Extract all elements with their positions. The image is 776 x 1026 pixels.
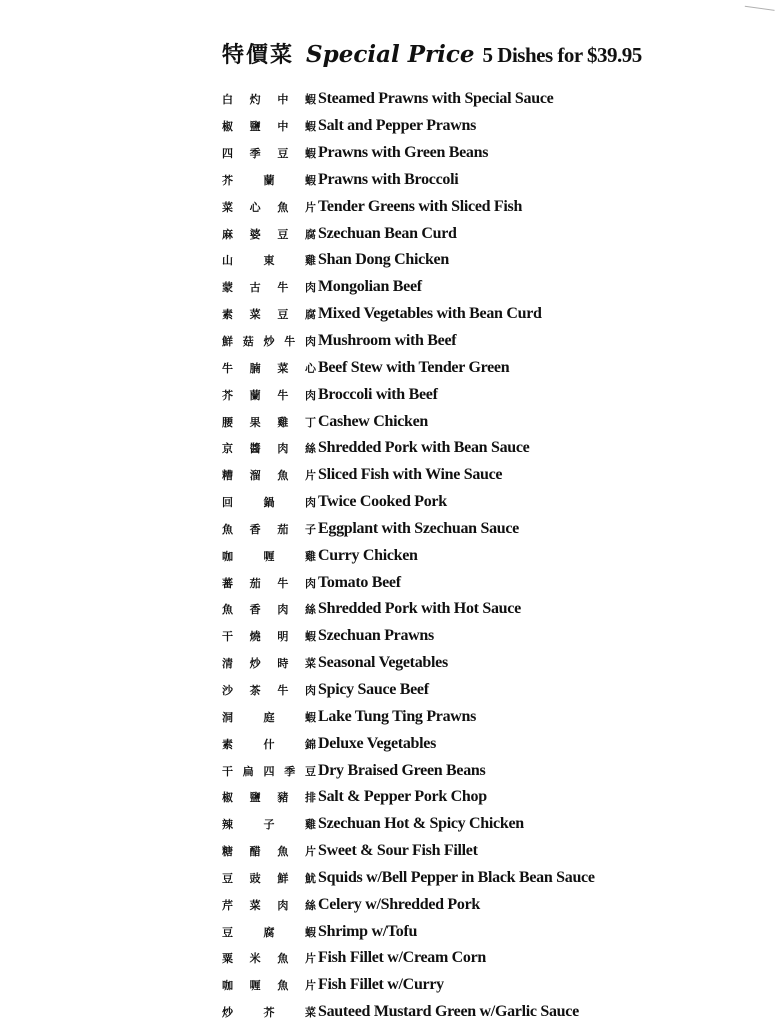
dish-chinese-name: 椒 鹽 中 蝦 — [222, 120, 316, 134]
dish-chinese-name: 魚 香 茄 子 — [222, 522, 316, 536]
menu-item — [222, 811, 742, 838]
dish-chinese-name: 豆 豉 鮮 魷 — [222, 871, 316, 885]
dish-chinese-name: 豆 腐 蝦 — [222, 925, 316, 939]
dish-english-name: Salt & Pepper Pork Chop — [318, 788, 487, 806]
dish-chinese-name: 椒 鹽 豬 排 — [222, 791, 316, 805]
menu-item — [222, 945, 742, 972]
dish-english-name: Beef Stew with Tender Green — [318, 358, 510, 376]
dish-chinese-name: 糟 溜 魚 片 — [222, 469, 316, 483]
dish-chinese-name: 粟 米 魚 片 — [222, 952, 316, 966]
dish-chinese-name: 素 菜 豆 腐 — [222, 308, 316, 322]
dish-english-name: Sweet & Sour Fish Fillet — [318, 842, 478, 860]
menu-item — [222, 596, 742, 623]
menu-item — [222, 167, 742, 194]
menu-item — [222, 381, 742, 408]
dish-english-name: Mushroom with Beef — [318, 332, 457, 350]
menu-item — [222, 730, 742, 757]
menu-item — [222, 542, 742, 569]
dish-chinese-name: 京 醬 肉 絲 — [222, 442, 316, 456]
menu-item — [222, 354, 742, 381]
dish-english-name: Seasonal Vegetables — [318, 654, 448, 672]
dish-english-name: Prawns with Broccoli — [318, 170, 459, 188]
dish-chinese-name: 沙 茶 牛 肉 — [222, 683, 316, 697]
menu-item — [222, 113, 742, 140]
dish-chinese-name: 炒 芥 菜 — [222, 1006, 316, 1020]
dish-english-name: Spicy Sauce Beef — [318, 680, 429, 698]
dish-chinese-name: 山 東 雞 — [222, 254, 316, 268]
menu-item — [222, 462, 742, 489]
dish-chinese-name: 回 鍋 肉 — [222, 496, 316, 510]
dish-english-name: Fish Fillet w/Curry — [318, 976, 444, 994]
dish-english-name: Shredded Pork with Hot Sauce — [318, 600, 521, 618]
dish-chinese-name: 四 季 豆 蝦 — [222, 147, 316, 161]
dish-english-name: Eggplant with Szechuan Sauce — [318, 519, 519, 537]
special-price-label: Special Price — [306, 41, 475, 68]
dish-chinese-name: 麻 婆 豆 腐 — [222, 227, 316, 241]
dish-chinese-name: 白 灼 中 蝦 — [222, 93, 316, 107]
dish-english-name: Deluxe Vegetables — [318, 734, 437, 752]
menu-item — [222, 247, 742, 274]
menu-item — [222, 408, 742, 435]
menu-item — [222, 220, 742, 247]
dish-english-name: Prawns with Green Beans — [318, 144, 489, 162]
dish-list — [222, 86, 742, 1026]
dish-english-name: Celery w/Shredded Pork — [318, 895, 480, 913]
menu-item — [222, 918, 742, 945]
menu-item — [222, 274, 742, 301]
dish-english-name: Squids w/Bell Pepper in Black Bean Sauce — [318, 868, 595, 886]
dish-chinese-name: 鮮 菇 炒 牛 肉 — [222, 335, 316, 349]
dish-english-name: Szechuan Bean Curd — [318, 224, 457, 242]
dish-english-name: Mixed Vegetables with Bean Curd — [318, 305, 542, 323]
dish-chinese-name: 蒙 古 牛 肉 — [222, 281, 316, 295]
menu-item — [222, 972, 742, 999]
dish-chinese-name: 咖 喱 雞 — [222, 549, 316, 563]
menu-item — [222, 650, 742, 677]
menu-item — [222, 516, 742, 543]
dish-chinese-name: 洞 庭 蝦 — [222, 710, 316, 724]
dish-english-name: Dry Braised Green Beans — [318, 761, 486, 779]
dish-english-name: Steamed Prawns with Special Sauce — [318, 90, 554, 108]
dish-chinese-name: 牛 腩 菜 心 — [222, 361, 316, 375]
dish-english-name: Curry Chicken — [318, 546, 418, 564]
dish-chinese-name: 干 燒 明 蝦 — [222, 630, 316, 644]
menu-item — [222, 140, 742, 167]
menu-item — [222, 757, 742, 784]
dish-english-name: Shredded Pork with Bean Sauce — [318, 439, 530, 457]
dish-english-name: Tender Greens with Sliced Fish — [318, 197, 523, 215]
menu-item — [222, 677, 742, 704]
menu-item — [222, 86, 742, 113]
menu-item — [222, 891, 742, 918]
dish-english-name: Shrimp w/Tofu — [318, 922, 418, 940]
menu-item — [222, 435, 742, 462]
dish-chinese-name: 魚 香 肉 絲 — [222, 603, 316, 617]
dish-chinese-name: 糖 醋 魚 片 — [222, 845, 316, 859]
scan-edge-mark — [745, 0, 776, 11]
dish-english-name: Cashew Chicken — [318, 412, 429, 430]
dish-english-name: Sauteed Mustard Green w/Garlic Sauce — [318, 1003, 579, 1021]
dish-english-name: Salt and Pepper Prawns — [318, 117, 477, 135]
dish-chinese-name: 咖 喱 魚 片 — [222, 979, 316, 993]
dish-english-name: Broccoli with Beef — [318, 385, 438, 403]
menu-item — [222, 784, 742, 811]
menu-item — [222, 864, 742, 891]
dish-english-name: Twice Cooked Pork — [318, 493, 447, 511]
dish-chinese-name: 干 扁 四 季 豆 — [222, 764, 316, 778]
dish-english-name: Tomato Beef — [318, 573, 401, 591]
dish-chinese-name: 素 什 錦 — [222, 737, 316, 751]
deal-text: 5 Dishes for $39.95 — [482, 43, 642, 67]
menu-item — [222, 489, 742, 516]
dish-english-name: Fish Fillet w/Cream Corn — [318, 949, 487, 967]
dish-english-name: Szechuan Hot & Spicy Chicken — [318, 815, 524, 833]
dish-english-name: Szechuan Prawns — [318, 627, 434, 645]
menu-item — [222, 569, 742, 596]
dish-english-name: Shan Dong Chicken — [318, 251, 449, 269]
menu-item — [222, 301, 742, 328]
menu-item — [222, 838, 742, 865]
dish-chinese-name: 蕃 茄 牛 肉 — [222, 576, 316, 590]
dish-english-name: Mongolian Beef — [318, 278, 422, 296]
chinese-title: 特價菜 — [222, 43, 295, 68]
dish-chinese-name: 芹 菜 肉 絲 — [222, 898, 316, 912]
dish-chinese-name: 腰 果 雞 丁 — [222, 415, 316, 429]
dish-chinese-name: 清 炒 時 菜 — [222, 657, 316, 671]
dish-chinese-name: 芥 蘭 蝦 — [222, 173, 316, 187]
menu-item — [222, 328, 742, 355]
menu-item — [222, 999, 742, 1026]
menu-item — [222, 623, 742, 650]
dish-english-name: Sliced Fish with Wine Sauce — [318, 466, 503, 484]
dish-english-name: Lake Tung Ting Prawns — [318, 707, 477, 725]
menu-item — [222, 193, 742, 220]
dish-chinese-name: 芥 蘭 牛 肉 — [222, 388, 316, 402]
menu-header — [222, 38, 742, 78]
menu-item — [222, 703, 742, 730]
dish-chinese-name: 菜 心 魚 片 — [222, 200, 316, 214]
dish-chinese-name: 辣 子 雞 — [222, 818, 316, 832]
